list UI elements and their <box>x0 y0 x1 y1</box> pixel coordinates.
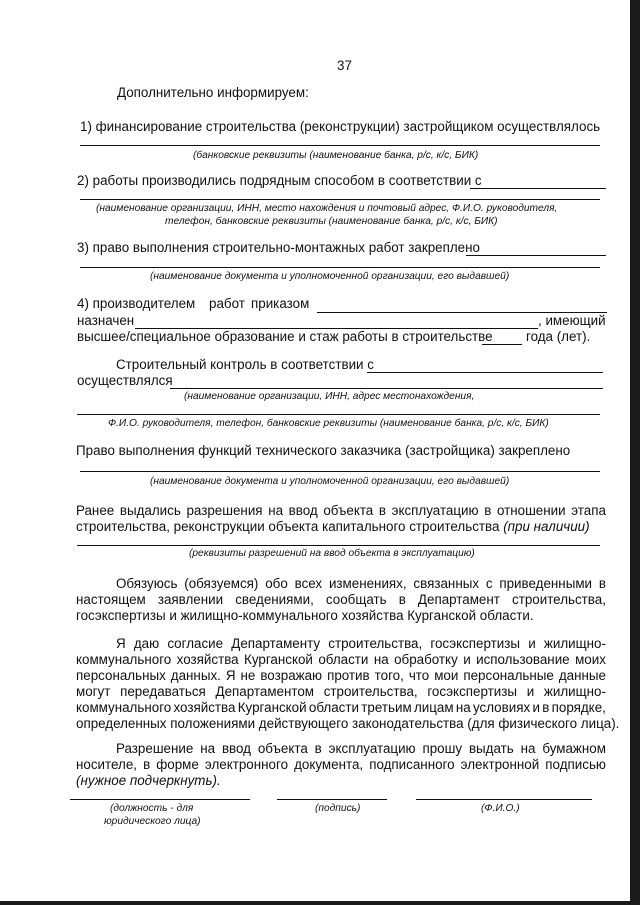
name-caption: (Ф.И.О.) <box>481 803 520 814</box>
item4-line3-text: высшее/специальное образование и стаж работы в строительстве <box>77 329 493 344</box>
item4-experience-line <box>482 344 522 345</box>
issue-underline-note: (нужное подчеркнуть). <box>76 773 221 788</box>
item2-caption-1: (наименование организации, ИНН, место нахождения и почтовый адрес, Ф.И.О. руководителя, <box>96 203 558 214</box>
item1-text: 1) финансирование строительства (реконструкции) застройщиком осуществлялось <box>80 119 601 134</box>
earlier-optional-note: (при наличии) <box>503 519 590 534</box>
issue-line-3 <box>76 773 221 789</box>
item3-text: 3) право выполнения строительно-монтажных работ закреплено <box>77 240 480 255</box>
pledge-line-2: настоящем заявлении сведениями, сообщать в Департамент строительства, <box>76 592 606 607</box>
control-fill-line <box>77 414 600 415</box>
position-caption-1: (должность - для <box>110 803 194 814</box>
item4-having: , имеющий <box>538 313 606 328</box>
control-caption-2: Ф.И.О. руководителя, телефон, банковские реквизиты (наименование банка, р/с, к/с, БИК) <box>108 418 549 429</box>
control-fill-line-inline <box>367 372 603 373</box>
intro-heading: Дополнительно информируем: <box>117 85 309 100</box>
signature-line <box>277 799 387 800</box>
consent-line-1: Я даю согласие Департаменту строительства, госэкспертизы и жилищно- <box>116 636 606 651</box>
pledge-line-1: Обязуюсь (обязуемся) обо всех изменениях, связанных с приведенными в <box>116 576 606 591</box>
pledge-line-3: госэкспертизы и жилищно-коммунального хозяйства Курганской области. <box>76 608 534 623</box>
position-caption-2: юридического лица) <box>104 816 201 827</box>
position-line <box>70 799 250 800</box>
consent-line-6: определенных положениями действующего законодательства (для физического лица). <box>76 716 620 731</box>
control-performed: осуществлялся <box>77 373 173 388</box>
item2-text: 2) работы производились подрядным способом в соответствии с <box>77 173 482 188</box>
page-number: 37 <box>337 58 352 73</box>
customer-text: Право выполнения функций технического заказчика (застройщика) закреплено <box>76 443 571 458</box>
item4-appointed: назначен <box>77 313 135 328</box>
name-line <box>416 799 592 800</box>
issue-line-2: носителе, в форме электронного документа, подписанного электронной подписью <box>76 757 606 772</box>
issue-line-1: Разрешение на ввод объекта в эксплуатацию прошу выдать на бумажном <box>116 741 606 756</box>
item1-fill-line <box>80 145 600 146</box>
item2-fill-line-inline <box>470 188 606 189</box>
consent-line-2: коммунального хозяйства Курганской области на обработку и использование моих <box>76 652 606 667</box>
scan-edge-right <box>630 0 640 905</box>
earlier-line-2: строительства, реконструкции объекта капитального строительства (при наличии) <box>76 519 590 534</box>
item2-fill-line <box>80 199 600 200</box>
earlier-line-1: Ранее выдались разрешения на ввод объекта в эксплуатацию в отношении этапа <box>76 503 606 518</box>
consent-line-3: персональных данных. Я не возражаю против того, что мои персональные данные <box>76 668 606 683</box>
customer-fill-line <box>80 471 600 472</box>
item4-line3-end: года (лет). <box>526 329 591 344</box>
signature-caption: (подпись) <box>315 803 361 814</box>
customer-caption: (наименование документа и уполномоченной организации, его выдавшей) <box>150 476 510 487</box>
earlier-fill-line <box>77 545 600 546</box>
consent-line-4: могут передаваться Департаментом строительства, госэкспертизы и жилищно- <box>76 684 606 699</box>
item3-fill-line-inline <box>466 255 606 256</box>
item4-word-1: 4) производителем <box>77 296 196 311</box>
item3-caption: (наименование документа и уполномоченной организации, его выдавшей) <box>150 271 510 282</box>
item4-word-3: приказом <box>251 296 310 311</box>
item4-word-2: работ <box>209 296 245 311</box>
control-caption-1: (наименование организации, ИНН, адрес местонахождения, <box>184 391 475 402</box>
control-performed-line <box>170 388 603 389</box>
item2-caption-2: телефон, банковские реквизиты (наименование банка, р/с, к/с, БИК) <box>165 216 498 227</box>
earlier-caption: (реквизиты разрешений на ввод объекта в эксплуатацию) <box>189 548 475 559</box>
consent-line-5: коммунального хозяйства Курганской области третьим лицам на условиях и в порядке, <box>76 700 606 715</box>
item1-caption: (банковские реквизиты (наименование банка, р/с, к/с, БИК) <box>193 150 479 161</box>
item3-fill-line <box>80 267 600 268</box>
scan-edge-bottom <box>0 901 640 905</box>
control-text: Строительный контроль в соответствии с <box>116 357 374 372</box>
